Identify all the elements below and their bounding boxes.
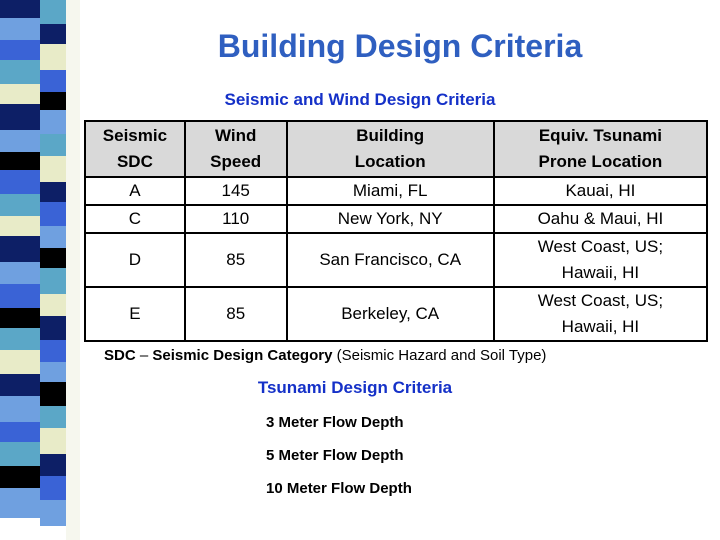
- cell-tsunami-location: West Coast, US; Hawaii, HI: [494, 233, 707, 287]
- cell-sdc: E: [85, 287, 185, 341]
- cell-building-location: San Francisco, CA: [287, 233, 494, 287]
- table-subtitle: Seismic and Wind Design Criteria: [224, 90, 496, 109]
- table-row: [85, 233, 707, 287]
- cell-building-location: Berkeley, CA: [287, 287, 494, 341]
- tsunami-criteria-title: Tsunami Design Criteria: [257, 378, 453, 397]
- cell-wind-speed: 85: [185, 233, 287, 287]
- flow-depth-item: 10 Meter Flow Depth: [266, 480, 412, 497]
- cell-sdc: D: [85, 233, 185, 287]
- header-building-location: Building Location: [287, 121, 494, 177]
- stripe-column-left: [0, 0, 40, 540]
- cell-wind-speed: 110: [185, 205, 287, 233]
- slide-title: Building Design Criteria: [217, 28, 583, 64]
- header-seismic-sdc: Seismic SDC: [85, 121, 185, 177]
- cell-tsunami-location: Kauai, HI: [494, 177, 707, 205]
- table-row: [85, 205, 707, 233]
- note-dash: –: [139, 347, 149, 364]
- header-tsunami-location: Equiv. Tsunami Prone Location: [494, 121, 707, 177]
- flow-depth-item: 5 Meter Flow Depth: [266, 447, 404, 464]
- table-header: [85, 121, 707, 177]
- cell-sdc: C: [85, 205, 185, 233]
- cell-sdc: A: [85, 177, 185, 205]
- table-row: [85, 287, 707, 341]
- cell-wind-speed: 145: [185, 177, 287, 205]
- cell-wind-speed: 85: [185, 287, 287, 341]
- cell-tsunami-location: West Coast, US; Hawaii, HI: [494, 287, 707, 341]
- note-detail: (Seismic Hazard and Soil Type): [336, 347, 547, 364]
- flow-depth-item: 3 Meter Flow Depth: [266, 414, 404, 431]
- design-criteria-table: [84, 120, 708, 342]
- stripe-column-right: [40, 0, 66, 540]
- cell-tsunami-location: Oahu & Maui, HI: [494, 205, 707, 233]
- decorative-side-stripe: [0, 0, 80, 540]
- note-abbreviation: SDC: [104, 347, 136, 364]
- stripe-column-edge: [66, 0, 80, 540]
- header-wind-speed: Wind Speed: [185, 121, 287, 177]
- sdc-footnote: [104, 347, 546, 364]
- table-row: [85, 177, 707, 205]
- cell-building-location: New York, NY: [287, 205, 494, 233]
- cell-building-location: Miami, FL: [287, 177, 494, 205]
- note-term: Seismic Design Category: [152, 347, 333, 364]
